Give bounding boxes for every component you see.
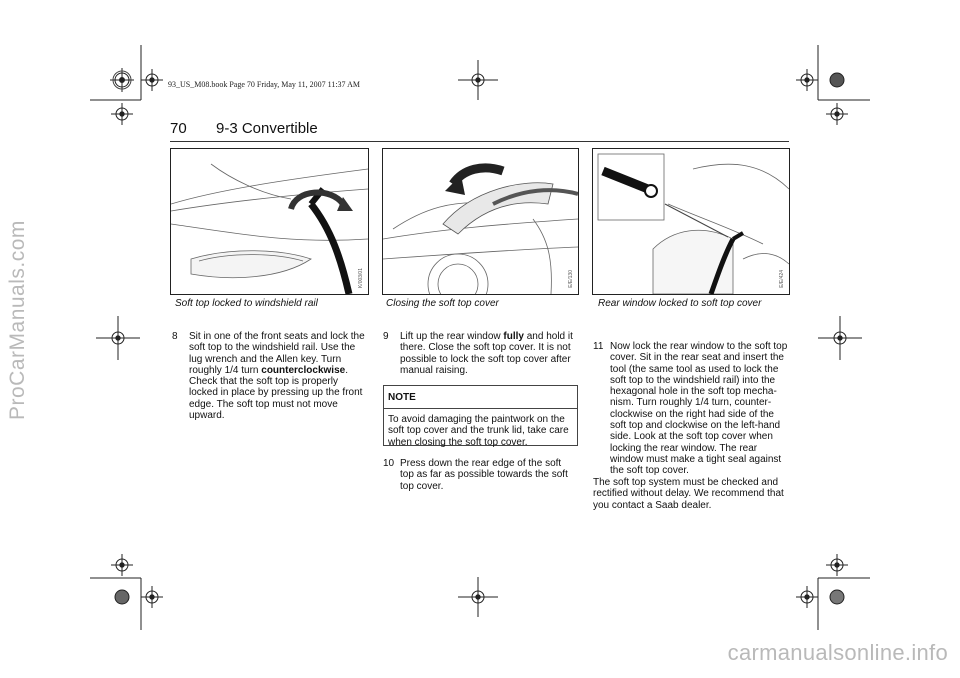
step-number: 8 (172, 331, 178, 342)
step-text: Lift up the rear window fully and hold it there. Close the soft top cover. It is not possible to lock the soft top cover after manual raising. (400, 331, 573, 376)
file-header: 93_US_M08.book Page 70 Friday, May 11, 2007 11:37 AM (168, 80, 360, 89)
figure-rear-window-lock (592, 148, 790, 295)
figure-caption: Rear window locked to soft top cover (598, 298, 762, 309)
note-heading: NOTE (384, 386, 577, 409)
note-text: To avoid damaging the paintwork on the soft top cover and the trunk lid, take care when closing the soft top cover. (388, 414, 569, 448)
step-text: Now lock the rear window to the soft top cover. Sit in the rear seat and insert the tool (the same tool as used to lock the soft top to the windshield rail) into the hexagonal hole in the soft top mecha-nism. Turn roughly 1/4 turn, counter-clockwise on the right had side of the soft top and clockwise on the left-hand side. Look at the soft top cover when locking the rear window. The rear window must make a tight seal against the soft top cover. (610, 341, 788, 477)
note-box (383, 385, 578, 446)
step-11 (593, 341, 788, 477)
step-number: 10 (383, 458, 395, 469)
page-title: 9-3 Convertible (216, 120, 318, 137)
step-number: 11 (593, 341, 604, 352)
step-text: Press down the rear edge of the soft top as far as possible towards the soft top cover. (400, 458, 568, 492)
step-text: Sit in one of the front seats and lock the soft top to the windshield rail. Use the lug wrench and the Allen key. Turn roughly 1/4 turn counterclockwise. Check that the soft top is properly locked in place by pressing up the front edge. The soft top must not move upward. (189, 331, 365, 422)
step-10 (383, 458, 577, 492)
figure-code: E/E/130 (568, 270, 574, 288)
step-8 (172, 331, 367, 421)
bottom-watermark: carmanualsonline.info (727, 640, 948, 665)
page-number: 70 (170, 120, 187, 137)
figure-closing-cover (382, 148, 579, 295)
side-watermark: ProCarManuals.com (6, 220, 29, 420)
figure-caption: Soft top locked to windshield rail (175, 298, 318, 309)
figure-illustration (593, 149, 789, 294)
step-9 (383, 331, 577, 376)
figure-code: E/E/424 (779, 270, 785, 288)
closing-paragraph: The soft top system must be checked and rectified without delay. We recommend that you contact a Saab dealer. (593, 477, 784, 511)
figure-caption: Closing the soft top cover (386, 298, 499, 309)
figure-windshield-rail (170, 148, 369, 295)
figure-illustration (383, 149, 578, 294)
header-rule (170, 141, 789, 142)
figure-illustration (171, 149, 368, 294)
step-number: 9 (383, 331, 389, 342)
figure-code: K/003/01 (358, 267, 364, 288)
